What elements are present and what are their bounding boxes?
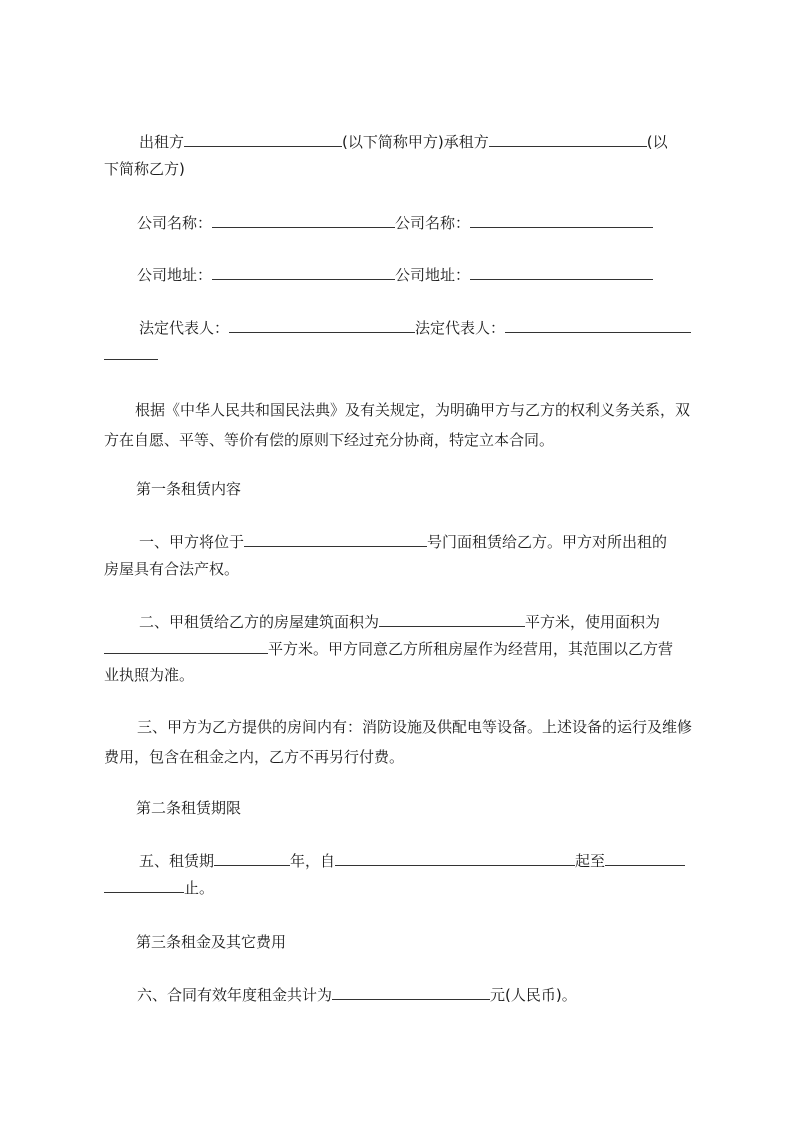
item1-text-a: 一、甲方将位于: [139, 533, 245, 551]
lessor-company-name-blank[interactable]: [212, 212, 395, 228]
item5-line1: [139, 850, 685, 872]
article3-title: 第三条租金及其它费用: [136, 933, 287, 951]
lessee-note-cont: 下简称乙方): [104, 160, 185, 178]
lease-end-blank-cont[interactable]: [104, 877, 184, 893]
lessor-label: 出租方: [139, 133, 185, 151]
item6-text-b: 元(人民币)。: [490, 986, 577, 1004]
company-name-label-2: 公司名称：: [395, 214, 471, 232]
item2-text-b: 平方米，使用面积为: [525, 613, 661, 631]
item3: 三、甲方为乙方提供的房间内有：消防设施及供配电等设备。上述设备的运行及维修费用，包含在租金之内，乙方不再另行付费。: [104, 718, 693, 766]
lessee-company-name-blank[interactable]: [470, 212, 653, 228]
parties-line: [139, 131, 668, 153]
lessee-blank[interactable]: [489, 131, 647, 147]
lessor-legal-rep-blank[interactable]: [229, 317, 415, 333]
item1-text-c: 房屋具有合法产权。: [104, 560, 240, 578]
lessor-note: (以下简称甲方): [342, 133, 444, 151]
item6-text-a: 六、合同有效年度租金共计为: [137, 986, 333, 1004]
item5-text-a: 五、租赁期: [139, 852, 215, 870]
parties-line-cont: [104, 158, 185, 180]
lease-years-blank[interactable]: [214, 850, 290, 866]
item5-text-d: 止。: [184, 879, 215, 897]
article1-title: 第一条租赁内容: [136, 480, 242, 498]
item2-text-d: 业执照为准。: [104, 666, 195, 684]
item5-text-b: 年，自: [290, 852, 336, 870]
annual-rent-blank[interactable]: [332, 984, 490, 1000]
article2-title: 第二条租赁期限: [136, 799, 242, 817]
item5-text-c: 起至: [575, 852, 606, 870]
lessee-legal-rep-blank[interactable]: [505, 317, 691, 333]
location-blank[interactable]: [244, 531, 427, 547]
company-address-label-2: 公司地址：: [395, 266, 471, 284]
item2-text-a: 二、甲租赁给乙方的房屋建筑面积为: [139, 613, 380, 631]
lease-start-blank[interactable]: [335, 850, 575, 866]
lessee-note: (以: [646, 133, 668, 151]
lessee-label: 承租方: [443, 133, 489, 151]
preamble: 根据《中华人民共和国民法典》及有关规定，为明确甲方与乙方的权利义务关系，双方在自愿、平等、等价有偿的原则下经过充分协商，特定立本合同。: [104, 401, 691, 449]
lessor-address-blank[interactable]: [212, 264, 395, 280]
lease-end-blank[interactable]: [605, 850, 685, 866]
item6-line: [137, 984, 577, 1006]
legal-rep-label: 法定代表人：: [139, 319, 230, 337]
lessor-blank[interactable]: [184, 131, 342, 147]
company-address-row: [137, 264, 653, 286]
item1-line1: [139, 531, 667, 553]
item2-line2: [104, 638, 673, 660]
item1-text-b: 号门面租赁给乙方。甲方对所出租的: [427, 533, 668, 551]
legal-rep-row: [139, 317, 691, 339]
company-name-label: 公司名称：: [137, 214, 213, 232]
usable-area-blank[interactable]: [104, 638, 268, 654]
legal-rep-label-2: 法定代表人：: [415, 319, 506, 337]
item2-text-c: 平方米。甲方同意乙方所租房屋作为经营用，其范围以乙方营: [268, 640, 674, 658]
legal-rep-row-cont: [104, 344, 158, 366]
company-address-label: 公司地址：: [137, 266, 213, 284]
lessee-legal-rep-blank-cont[interactable]: [104, 344, 158, 360]
building-area-blank[interactable]: [379, 611, 525, 627]
item2-line1: [139, 611, 660, 633]
company-name-row: [137, 212, 653, 234]
item5-line2: [104, 877, 214, 899]
lessee-address-blank[interactable]: [470, 264, 653, 280]
